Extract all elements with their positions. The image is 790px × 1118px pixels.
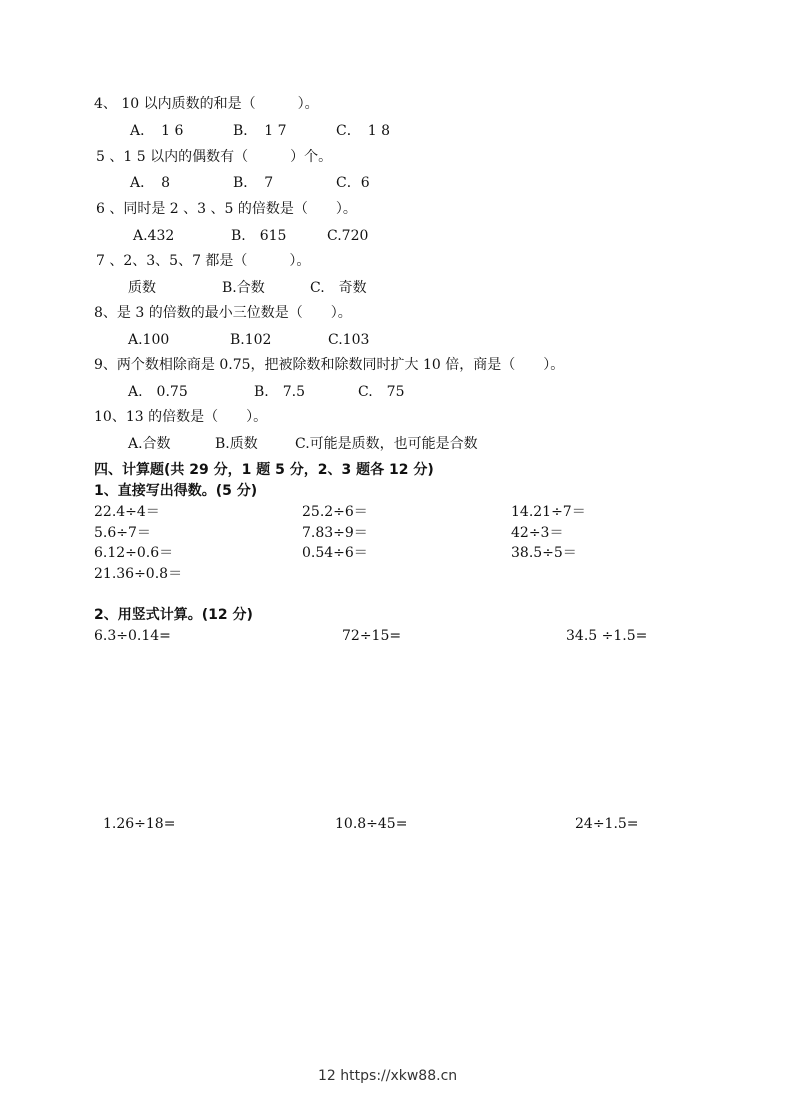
question-5-stem: 5 、1 5 以内的偶数有（ ）个。 — [96, 149, 333, 165]
question-6-option-a: A.432 — [133, 228, 175, 244]
question-4-option-b: B． 1 7 — [233, 123, 287, 139]
vertical-calc-item: 34.5 ÷1.5= — [566, 628, 648, 644]
oral-item: 14.21÷7＝ — [511, 504, 586, 520]
question-10-option-a: A.合数 — [128, 436, 171, 452]
question-9-option-c: C. 75 — [358, 384, 405, 400]
part-2-title: 2、用竖式计算。(12 分) — [94, 607, 253, 623]
oral-item: 5.6÷7＝ — [94, 525, 151, 541]
oral-item: 7.83÷9＝ — [302, 525, 368, 541]
part-1-title: 1、直接写出得数。(5 分) — [94, 483, 258, 499]
question-9-option-a: A. 0.75 — [128, 384, 188, 400]
oral-item: 22.4÷4＝ — [94, 504, 160, 520]
vertical-calc-item: 24÷1.5= — [575, 816, 639, 832]
question-7-option-c: C. 奇数 — [310, 280, 367, 296]
question-8-option-c: C.103 — [328, 332, 370, 348]
question-8-option-b: B.102 — [230, 332, 272, 348]
page-footer — [318, 1068, 457, 1084]
question-4-option-c: C． 1 8 — [336, 123, 390, 139]
question-10-stem: 10、13 的倍数是（ ）。 — [94, 409, 268, 425]
vertical-calc-item: 10.8÷45= — [335, 816, 408, 832]
vertical-calc-item: 72÷15= — [342, 628, 402, 644]
question-9-stem: 9、两个数相除商是 0.75，把被除数和除数同时扩大 10 倍，商是（ ）。 — [94, 357, 565, 373]
question-4-option-a: A． 1 6 — [130, 123, 184, 139]
section-4-title: 四、计算题(共 29 分，1 题 5 分，2、3 题各 12 分) — [94, 462, 434, 478]
question-6-stem: 6 、同时是 2 、3 、5 的倍数是（ ）。 — [96, 201, 357, 217]
footer-url[interactable]: https://xkw88.cn — [340, 1068, 458, 1084]
question-5-option-b: B． 7 — [233, 175, 274, 191]
oral-item: 25.2÷6＝ — [302, 504, 368, 520]
oral-item: 6.12÷0.6＝ — [94, 545, 174, 561]
question-6-option-c: C.720 — [327, 228, 369, 244]
question-7-stem: 7 、2、3、5、7 都是（ ）。 — [96, 253, 311, 269]
vertical-calc-item: 6.3÷0.14= — [94, 628, 171, 644]
question-9-option-b: B. 7.5 — [254, 384, 306, 400]
vertical-calc-item: 1.26÷18= — [103, 816, 176, 832]
oral-item: 0.54÷6＝ — [302, 545, 368, 561]
oral-item: 42÷3＝ — [511, 525, 564, 541]
question-7-option-a: 质数 — [128, 280, 156, 296]
question-4-stem: 4、 10 以内质数的和是（ ）。 — [94, 96, 319, 112]
oral-item: 21.36÷0.8＝ — [94, 566, 183, 582]
question-10-option-b: B.质数 — [215, 436, 258, 452]
question-10-option-c: C.可能是质数，也可能是合数 — [295, 436, 478, 452]
question-6-option-b: B. 615 — [231, 228, 287, 244]
question-7-option-b: B.合数 — [222, 280, 265, 296]
question-8-stem: 8、是 3 的倍数的最小三位数是（ ）。 — [94, 305, 352, 321]
question-5-option-a: A． 8 — [130, 175, 171, 191]
question-8-option-a: A.100 — [128, 332, 170, 348]
question-5-option-c: C．6 — [336, 175, 370, 191]
oral-item: 38.5÷5＝ — [511, 545, 577, 561]
page-number: 12 — [318, 1068, 336, 1084]
